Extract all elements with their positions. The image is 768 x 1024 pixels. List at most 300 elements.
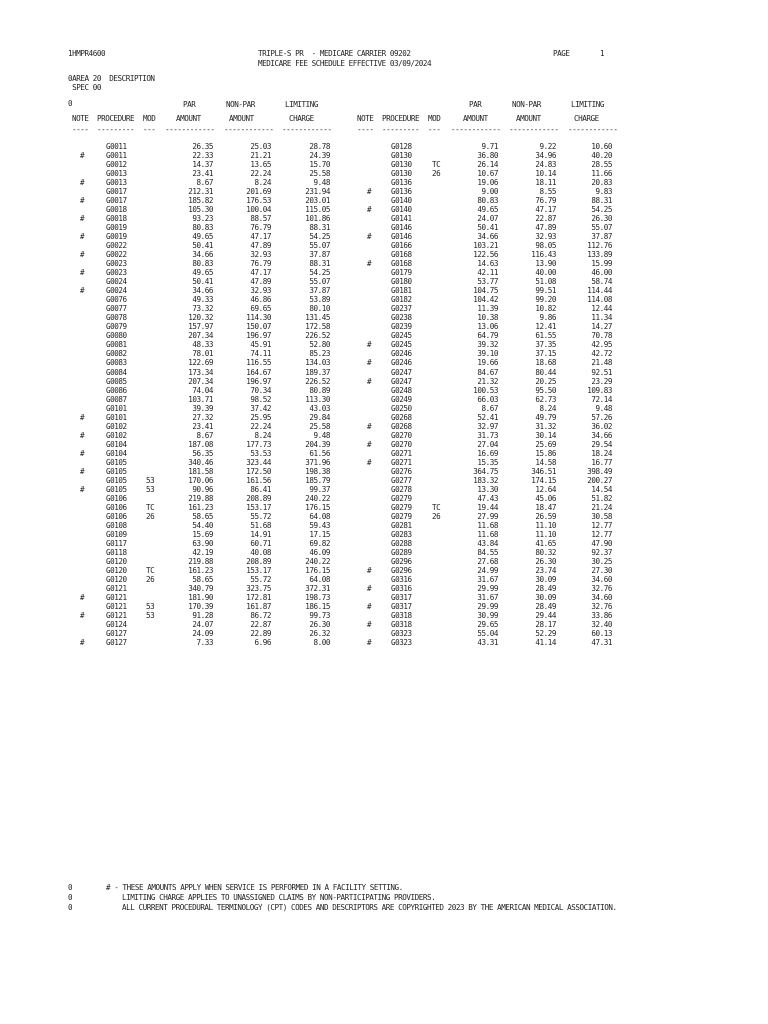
procedure-cell: G0023 <box>106 259 127 269</box>
limiting-charge-cell: 46.00 <box>591 268 612 278</box>
procedure-cell: G0018 <box>106 214 127 224</box>
limiting-charge-cell: 55.07 <box>309 277 330 287</box>
procedure-cell: G0168 <box>391 259 412 269</box>
procedure-cell: G0249 <box>391 394 412 404</box>
par-amount-cell: 11.68 <box>477 520 498 530</box>
limiting-charge-cell: 11.66 <box>591 169 612 179</box>
nonpar-amount-cell: 95.50 <box>535 385 556 395</box>
limiting-charge-cell: 55.07 <box>309 241 330 251</box>
limiting-charge-cell: 92.51 <box>591 367 612 377</box>
col-par-label: PAR <box>183 100 196 109</box>
table-row <box>0 449 768 458</box>
par-amount-cell: 50.41 <box>192 277 213 287</box>
limiting-charge-cell: 27.30 <box>591 565 612 575</box>
procedure-cell: G0121 <box>106 583 127 593</box>
nonpar-amount-cell: 9.22 <box>539 142 556 151</box>
table-row <box>0 404 768 413</box>
nonpar-amount-cell: 164.67 <box>246 367 271 377</box>
note-cell: # <box>80 196 85 206</box>
nonpar-amount-cell: 22.24 <box>250 421 271 431</box>
nonpar-amount-cell: 14.58 <box>535 457 556 467</box>
par-amount-cell: 181.90 <box>188 593 213 602</box>
note-cell: # <box>367 205 372 215</box>
nonpar-amount-cell: 32.93 <box>250 250 271 260</box>
nonpar-amount-cell: 18.47 <box>535 502 556 512</box>
note-cell: # <box>80 151 85 161</box>
nonpar-amount-cell: 172.81 <box>246 593 271 602</box>
nonpar-amount-cell: 24.83 <box>535 160 556 170</box>
nonpar-amount-cell: 41.14 <box>535 638 556 648</box>
par-amount-cell: 91.28 <box>192 611 213 621</box>
procedure-cell: G0011 <box>106 151 127 161</box>
limiting-charge-cell: 134.03 <box>305 358 330 368</box>
procedure-cell: G0105 <box>106 484 127 494</box>
col-limiting-rule: ------------ <box>282 125 332 134</box>
nonpar-amount-cell: 99.20 <box>535 295 556 305</box>
procedure-cell: G0105 <box>106 466 127 476</box>
nonpar-amount-cell: 32.93 <box>250 286 271 296</box>
col-procedure-label-right: PROCEDURE <box>382 114 420 123</box>
par-amount-cell: 50.41 <box>477 223 498 233</box>
limiting-charge-cell: 32.40 <box>591 620 612 630</box>
procedure-cell: G0247 <box>391 376 412 386</box>
procedure-cell: G0124 <box>106 620 127 630</box>
nonpar-amount-cell: 40.08 <box>250 547 271 557</box>
nonpar-amount-cell: 76.79 <box>250 223 271 233</box>
table-row <box>0 349 768 358</box>
nonpar-amount-cell: 28.49 <box>535 602 556 612</box>
table-row <box>0 602 768 611</box>
par-amount-cell: 42.11 <box>477 268 498 278</box>
procedure-cell: G0104 <box>106 448 127 458</box>
procedure-cell: G0076 <box>106 295 127 305</box>
procedure-cell: G0270 <box>391 439 412 449</box>
nonpar-amount-cell: 74.11 <box>250 349 271 359</box>
table-row <box>0 458 768 467</box>
nonpar-amount-cell: 172.50 <box>246 466 271 476</box>
col-limiting-charge-label: CHARGE <box>289 114 314 123</box>
note-cell: # <box>367 340 372 350</box>
note-cell: # <box>80 638 85 648</box>
table-row <box>0 440 768 449</box>
limiting-charge-cell: 55.07 <box>591 223 612 233</box>
footnote-marker: 0 <box>68 893 73 902</box>
par-amount-cell: 24.07 <box>192 620 213 630</box>
note-cell: # <box>80 593 85 602</box>
mod-cell: 53 <box>146 602 155 612</box>
procedure-cell: G0250 <box>391 403 412 413</box>
procedure-cell: G0268 <box>391 412 412 422</box>
procedure-cell: G0079 <box>106 322 127 332</box>
nonpar-amount-cell: 208.89 <box>246 556 271 566</box>
par-amount-cell: 19.06 <box>477 178 498 188</box>
note-cell: # <box>80 178 85 188</box>
nonpar-amount-cell: 25.95 <box>250 412 271 422</box>
par-amount-cell: 55.04 <box>477 629 498 639</box>
procedure-cell: G0268 <box>391 421 412 431</box>
limiting-charge-cell: 18.24 <box>591 448 612 458</box>
procedure-cell: G0279 <box>391 493 412 503</box>
limiting-charge-cell: 30.58 <box>591 511 612 521</box>
nonpar-amount-cell: 161.56 <box>246 475 271 485</box>
limiting-charge-cell: 172.58 <box>305 322 330 332</box>
par-amount-cell: 31.73 <box>477 430 498 440</box>
par-amount-cell: 29.99 <box>477 583 498 593</box>
limiting-charge-cell: 70.78 <box>591 331 612 341</box>
limiting-charge-cell: 47.90 <box>591 538 612 548</box>
procedure-cell: G0127 <box>106 638 127 648</box>
note-cell: # <box>367 638 372 648</box>
col-nonpar-amount-label: AMOUNT <box>229 114 254 123</box>
par-amount-cell: 29.99 <box>477 602 498 612</box>
par-amount-cell: 13.30 <box>477 484 498 494</box>
par-amount-cell: 15.69 <box>192 529 213 539</box>
procedure-cell: G0083 <box>106 358 127 368</box>
procedure-cell: G0245 <box>391 340 412 350</box>
par-amount-cell: 80.83 <box>192 223 213 233</box>
procedure-cell: G0239 <box>391 322 412 332</box>
note-cell: # <box>80 286 85 296</box>
mod-cell: 26 <box>146 574 155 584</box>
table-row <box>0 223 768 232</box>
par-amount-cell: 100.53 <box>473 385 498 395</box>
footnote-text: ALL CURRENT PROCEDURAL TERMINOLOGY (CPT) CODES AND DESCRIPTORS ARE COPYRIGHTED 2023 BY THE AMERICAN MEDICAL ASSOCIATION. <box>122 903 617 912</box>
nonpar-amount-cell: 62.73 <box>535 394 556 404</box>
table-row <box>0 368 768 377</box>
limiting-charge-cell: 28.55 <box>591 160 612 170</box>
note-cell: # <box>80 466 85 476</box>
limiting-charge-cell: 198.73 <box>305 593 330 602</box>
procedure-cell: G0182 <box>391 295 412 305</box>
nonpar-amount-cell: 176.53 <box>246 196 271 206</box>
note-cell: # <box>367 439 372 449</box>
procedure-cell: G0022 <box>106 241 127 251</box>
procedure-cell: G0120 <box>106 556 127 566</box>
col-mod-rule: --- <box>143 125 156 134</box>
procedure-cell: G0271 <box>391 448 412 458</box>
par-amount-cell: 32.97 <box>477 421 498 431</box>
par-amount-cell: 63.90 <box>192 538 213 548</box>
table-row <box>0 205 768 214</box>
nonpar-amount-cell: 53.53 <box>250 448 271 458</box>
procedure-cell: G0102 <box>106 421 127 431</box>
nonpar-amount-cell: 14.91 <box>250 529 271 539</box>
limiting-charge-cell: 54.25 <box>591 205 612 215</box>
procedure-cell: G0318 <box>391 620 412 630</box>
nonpar-amount-cell: 22.89 <box>250 629 271 639</box>
procedure-cell: G0087 <box>106 394 127 404</box>
procedure-cell: G0270 <box>391 430 412 440</box>
table-row <box>0 160 768 169</box>
procedure-cell: G0288 <box>391 538 412 548</box>
par-amount-cell: 30.99 <box>477 611 498 621</box>
procedure-cell: G0146 <box>391 223 412 233</box>
table-row <box>0 250 768 259</box>
limiting-charge-cell: 25.58 <box>309 421 330 431</box>
zero-marker: 0 <box>68 99 73 108</box>
nonpar-amount-cell: 10.82 <box>535 304 556 314</box>
procedure-cell: G0271 <box>391 457 412 467</box>
limiting-charge-cell: 36.02 <box>591 421 612 431</box>
nonpar-amount-cell: 6.96 <box>254 638 271 648</box>
limiting-charge-cell: 34.66 <box>591 430 612 440</box>
limiting-charge-cell: 14.27 <box>591 322 612 332</box>
mod-cell: 26 <box>432 169 441 179</box>
par-amount-cell: 31.67 <box>477 574 498 584</box>
limiting-charge-cell: 198.38 <box>305 466 330 476</box>
note-cell: # <box>80 214 85 224</box>
col-note-label: NOTE <box>72 114 89 123</box>
table-row <box>0 485 768 494</box>
limiting-charge-cell: 112.76 <box>587 241 612 251</box>
par-amount-cell: 19.44 <box>477 502 498 512</box>
par-amount-cell: 23.41 <box>192 421 213 431</box>
col-note-label-right: NOTE <box>357 114 374 123</box>
table-row <box>0 178 768 187</box>
limiting-charge-cell: 398.49 <box>587 466 612 476</box>
table-row <box>0 539 768 548</box>
nonpar-amount-cell: 153.17 <box>246 565 271 575</box>
procedure-cell: G0140 <box>391 196 412 206</box>
procedure-cell: G0317 <box>391 593 412 602</box>
area-line: 0AREA 20 DESCRIPTION <box>68 74 155 83</box>
table-row <box>0 322 768 331</box>
par-amount-cell: 52.41 <box>477 412 498 422</box>
par-amount-cell: 31.67 <box>477 593 498 602</box>
limiting-charge-cell: 25.58 <box>309 169 330 179</box>
table-row <box>0 331 768 340</box>
nonpar-amount-cell: 55.72 <box>250 511 271 521</box>
par-amount-cell: 90.96 <box>192 484 213 494</box>
nonpar-amount-cell: 15.86 <box>535 448 556 458</box>
limiting-charge-cell: 59.43 <box>309 520 330 530</box>
nonpar-amount-cell: 37.35 <box>535 340 556 350</box>
par-amount-cell: 103.71 <box>188 394 213 404</box>
par-amount-cell: 43.31 <box>477 638 498 648</box>
limiting-charge-cell: 88.31 <box>309 223 330 233</box>
table-row <box>0 638 768 647</box>
procedure-cell: G0105 <box>106 457 127 467</box>
par-amount-cell: 364.75 <box>473 466 498 476</box>
nonpar-amount-cell: 28.49 <box>535 583 556 593</box>
note-cell: # <box>80 412 85 422</box>
limiting-charge-cell: 26.32 <box>309 629 330 639</box>
nonpar-amount-cell: 11.10 <box>535 529 556 539</box>
nonpar-amount-cell: 32.93 <box>535 232 556 242</box>
note-cell: # <box>367 583 372 593</box>
limiting-charge-cell: 10.60 <box>591 142 612 151</box>
procedure-cell: G0316 <box>391 574 412 584</box>
par-amount-cell: 8.67 <box>196 178 213 188</box>
footnote-text: # - THESE AMOUNTS APPLY WHEN SERVICE IS PERFORMED IN A FACILITY SETTING. <box>106 883 403 892</box>
nonpar-amount-cell: 99.51 <box>535 286 556 296</box>
limiting-charge-cell: 40.20 <box>591 151 612 161</box>
par-amount-cell: 11.39 <box>477 304 498 314</box>
procedure-cell: G0277 <box>391 475 412 485</box>
par-amount-cell: 120.32 <box>188 313 213 323</box>
footnote-text: LIMITING CHARGE APPLIES TO UNASSIGNED CLAIMS BY NON-PARTICIPATING PROVIDERS. <box>122 893 436 902</box>
limiting-charge-cell: 203.01 <box>305 196 330 206</box>
par-amount-cell: 9.00 <box>481 187 498 197</box>
limiting-charge-cell: 9.83 <box>595 187 612 197</box>
par-amount-cell: 122.56 <box>473 250 498 260</box>
limiting-charge-cell: 34.60 <box>591 574 612 584</box>
nonpar-amount-cell: 23.74 <box>535 565 556 575</box>
procedure-cell: G0106 <box>106 511 127 521</box>
par-amount-cell: 29.65 <box>477 620 498 630</box>
col-limiting-label: LIMITING <box>285 100 318 109</box>
procedure-cell: G0248 <box>391 385 412 395</box>
nonpar-amount-cell: 8.24 <box>254 430 271 440</box>
note-cell: # <box>367 376 372 386</box>
par-amount-cell: 183.32 <box>473 475 498 485</box>
nonpar-amount-cell: 37.42 <box>250 403 271 413</box>
limiting-charge-cell: 85.23 <box>309 349 330 359</box>
table-row <box>0 431 768 440</box>
nonpar-amount-cell: 208.89 <box>246 493 271 503</box>
col-nonpar-rule: ------------ <box>224 125 274 134</box>
note-cell: # <box>80 430 85 440</box>
table-row <box>0 358 768 367</box>
nonpar-amount-cell: 60.71 <box>250 538 271 548</box>
limiting-charge-cell: 29.54 <box>591 439 612 449</box>
limiting-charge-cell: 52.80 <box>309 340 330 350</box>
note-cell: # <box>367 620 372 630</box>
par-amount-cell: 48.33 <box>192 340 213 350</box>
col-nonpar-amount-label-right: AMOUNT <box>516 114 541 123</box>
procedure-cell: G0117 <box>106 538 127 548</box>
par-amount-cell: 36.80 <box>477 151 498 161</box>
par-amount-cell: 49.33 <box>192 295 213 305</box>
procedure-cell: G0104 <box>106 439 127 449</box>
par-amount-cell: 105.30 <box>188 205 213 215</box>
procedure-cell: G0078 <box>106 313 127 323</box>
nonpar-amount-cell: 40.00 <box>535 268 556 278</box>
par-amount-cell: 9.71 <box>481 142 498 151</box>
table-row <box>0 277 768 286</box>
nonpar-amount-cell: 47.89 <box>250 241 271 251</box>
nonpar-amount-cell: 69.65 <box>250 304 271 314</box>
nonpar-amount-cell: 201.69 <box>246 187 271 197</box>
procedure-cell: G0013 <box>106 178 127 188</box>
spec-line: SPEC 00 <box>68 83 101 92</box>
nonpar-amount-cell: 22.24 <box>250 169 271 179</box>
par-amount-cell: 24.99 <box>477 565 498 575</box>
procedure-cell: G0317 <box>391 602 412 612</box>
procedure-cell: G0101 <box>106 403 127 413</box>
par-amount-cell: 8.67 <box>196 430 213 440</box>
nonpar-amount-cell: 26.59 <box>535 511 556 521</box>
col-mod-label-right: MOD <box>428 114 441 123</box>
procedure-cell: G0024 <box>106 277 127 287</box>
procedure-cell: G0296 <box>391 556 412 566</box>
nonpar-amount-cell: 31.32 <box>535 421 556 431</box>
procedure-cell: G0086 <box>106 385 127 395</box>
par-amount-cell: 66.03 <box>477 394 498 404</box>
nonpar-amount-cell: 22.87 <box>535 214 556 224</box>
mod-cell: 53 <box>146 475 155 485</box>
col-par-amount-label: AMOUNT <box>176 114 201 123</box>
table-row <box>0 512 768 521</box>
table-row <box>0 557 768 566</box>
limiting-charge-cell: 80.10 <box>309 304 330 314</box>
nonpar-amount-cell: 150.07 <box>246 322 271 332</box>
limiting-charge-cell: 26.30 <box>309 620 330 630</box>
procedure-cell: G0011 <box>106 142 127 151</box>
mod-cell: TC <box>146 565 155 575</box>
nonpar-amount-cell: 47.17 <box>250 232 271 242</box>
nonpar-amount-cell: 47.17 <box>535 205 556 215</box>
nonpar-amount-cell: 55.72 <box>250 574 271 584</box>
procedure-cell: G0012 <box>106 160 127 170</box>
table-row <box>0 593 768 602</box>
limiting-charge-cell: 61.56 <box>309 448 330 458</box>
limiting-charge-cell: 32.76 <box>591 602 612 612</box>
nonpar-amount-cell: 61.55 <box>535 331 556 341</box>
nonpar-amount-cell: 47.89 <box>535 223 556 233</box>
limiting-charge-cell: 109.83 <box>587 385 612 395</box>
par-amount-cell: 104.42 <box>473 295 498 305</box>
table-row <box>0 142 768 151</box>
note-cell: # <box>367 232 372 242</box>
limiting-charge-cell: 11.34 <box>591 313 612 323</box>
mod-cell: 53 <box>146 611 155 621</box>
table-row <box>0 232 768 241</box>
nonpar-amount-cell: 29.44 <box>535 611 556 621</box>
limiting-charge-cell: 14.54 <box>591 484 612 494</box>
par-amount-cell: 11.68 <box>477 529 498 539</box>
procedure-cell: G0136 <box>391 187 412 197</box>
limiting-charge-cell: 24.39 <box>309 151 330 161</box>
note-cell: # <box>80 448 85 458</box>
col-procedure-rule: --------- <box>97 125 135 134</box>
limiting-charge-cell: 15.99 <box>591 259 612 269</box>
par-amount-cell: 24.09 <box>192 629 213 639</box>
limiting-charge-cell: 371.96 <box>305 457 330 467</box>
par-amount-cell: 104.75 <box>473 286 498 296</box>
table-row <box>0 521 768 530</box>
procedure-cell: G0105 <box>106 475 127 485</box>
par-amount-cell: 84.55 <box>477 547 498 557</box>
table-row <box>0 476 768 485</box>
procedure-cell: G0022 <box>106 250 127 260</box>
col-procedure-rule-right: --------- <box>382 125 420 134</box>
col-procedure-label: PROCEDURE <box>97 114 135 123</box>
par-amount-cell: 10.67 <box>477 169 498 179</box>
procedure-cell: G0084 <box>106 367 127 377</box>
procedure-cell: G0141 <box>391 214 412 224</box>
procedure-cell: G0024 <box>106 286 127 296</box>
procedure-cell: G0130 <box>391 169 412 179</box>
par-amount-cell: 10.38 <box>477 313 498 323</box>
nonpar-amount-cell: 88.57 <box>250 214 271 224</box>
limiting-charge-cell: 12.77 <box>591 529 612 539</box>
page-label: PAGE <box>553 49 570 58</box>
nonpar-amount-cell: 323.75 <box>246 583 271 593</box>
col-note-rule: ---- <box>72 125 89 134</box>
limiting-charge-cell: 176.15 <box>305 565 330 575</box>
par-amount-cell: 53.77 <box>477 277 498 287</box>
limiting-charge-cell: 15.70 <box>309 160 330 170</box>
limiting-charge-cell: 21.48 <box>591 358 612 368</box>
procedure-cell: G0246 <box>391 358 412 368</box>
col-par-rule-right: ------------ <box>451 125 501 134</box>
par-amount-cell: 19.66 <box>477 358 498 368</box>
par-amount-cell: 24.07 <box>477 214 498 224</box>
nonpar-amount-cell: 116.43 <box>531 250 556 260</box>
nonpar-amount-cell: 196.97 <box>246 376 271 386</box>
nonpar-amount-cell: 47.89 <box>250 277 271 287</box>
